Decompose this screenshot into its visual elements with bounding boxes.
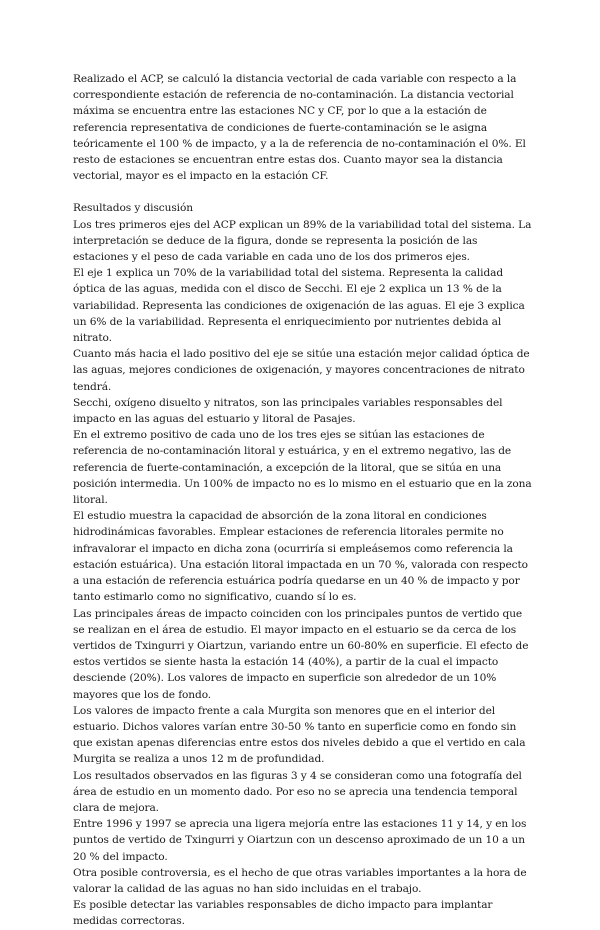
body-paragraph: Otra posible controversia, es el hecho de que otras variables importantes a la hora de valorar la calidad de las aguas no han sido incluidas en el trabajo.	[73, 866, 527, 895]
body-paragraph: Secchi, oxígeno disuelto y nitratos, son las principales variables responsables del impacto en las aguas del estuario y litoral de Pasajes.	[73, 396, 503, 426]
body-paragraph: Los valores de impacto frente a cala Murgita son menores que en el interior del estuario. Dichos valores varían entre 30-50 % tanto en superficie como en fondo sin que existan apenas diferencias entre estos dos niveles debido a que el vertido en cala Murgita se realiza a unos 12 m de profundidad.	[73, 704, 526, 766]
body-paragraph: Cuanto más hacia el lado positivo del eje se sitúe una estación mejor calidad óptica de las aguas, mejores condiciones de oxigenación, y mayores concentraciones de nitrato tendrá.	[73, 348, 530, 393]
body-paragraph: El eje 1 explica un 70% de la variabilidad total del sistema. Representa la calidad óptica de las aguas, medida con el disco de Secchi. El eje 2 explica un 13 % de la variabilidad. Representa las condiciones de oxigenación de las aguas. El eje 3 explica un 6% de la variabilidad. Representa el enriquecimiento por nutrientes debida al nitrato.	[73, 267, 525, 345]
document-page	[73, 71, 533, 930]
section-heading: Resultados y discusión	[73, 202, 193, 215]
body-paragraph: El estudio muestra la capacidad de absorción de la zona litoral en condiciones hidrodinámicas favorables. Emplear estaciones de referencia litorales permite no infravalorar el impacto en dicha zona (ocurriría si empleásemos como referencia la estación estuárica). Una estación litoral impactada en un 70 %, valorada con respecto a una estación de referencia estuárica podría quedarse en un 40 % de impacto y por tanto estimarlo como no significativo, cuando sí lo es.	[73, 510, 528, 604]
body-paragraph: Es posible detectar las variables responsables de dicho impacto para implantar medidas correctoras.	[73, 899, 493, 928]
body-paragraph: Las principales áreas de impacto coinciden con los principales puntos de vertido que se realizan en el área de estudio. El mayor impacto en el estuario se da cerca de los vertidos de Txingurri y Oiartzun, variando entre un 60-80% en superficie. El efecto de estos vertidos se siente hasta la estación 14 (40%), a partir de la cual el impacto desciende (20%). Los valores de impacto en superficie son alrededor de un 10% mayores que los de fondo.	[73, 607, 529, 701]
body-paragraph: En el extremo positivo de cada uno de los tres ejes se sitúan las estaciones de referencia de no-contaminación litoral y estuárica, y en el extremo negativo, las de referencia de fuerte-contaminación, a excepción de la litoral, que se sitúa en una posición intermedia. Un 100% de impacto no es lo mismo en el estuario que en la zona litoral.	[73, 429, 532, 507]
body-paragraph: Entre 1996 y 1997 se aprecia una ligera mejoría entre las estaciones 11 y 14, y en los puntos de vertido de Txingurri y Oiartzun con un descenso aproximado de un 10 a un 20 % del impacto.	[73, 818, 527, 863]
body-paragraph: Los tres primeros ejes del ACP explican un 89% de la variabilidad total del sistema. La interpretación se deduce de la figura, donde se representa la posición de las estaciones y el peso de cada variable en cada uno de los dos primeros ejes.	[73, 218, 532, 264]
body-paragraph: Los resultados observados en las figuras 3 y 4 se consideran como una fotografía del área de estudio en un momento dado. Por eso no se aprecia una tendencia temporal clara de mejora.	[73, 769, 522, 814]
intro-paragraph: Realizado el ACP, se calculó la distancia vectorial de cada variable con respecto a la correspondiente estación de referencia de no-contaminación. La distancia vectorial máxima se encuentra entre las estaciones NC y CF, por lo que a la estación de referencia representativa de condiciones de fuerte-contaminación se le asigna teóricamente el 100 % de impacto, y a la de referencia de no-contaminación el 0%. El resto de estaciones se encuentran entre estas dos. Cuanto mayor sea la distancia vectorial, mayor es el impacto en la estación CF.	[73, 73, 526, 183]
